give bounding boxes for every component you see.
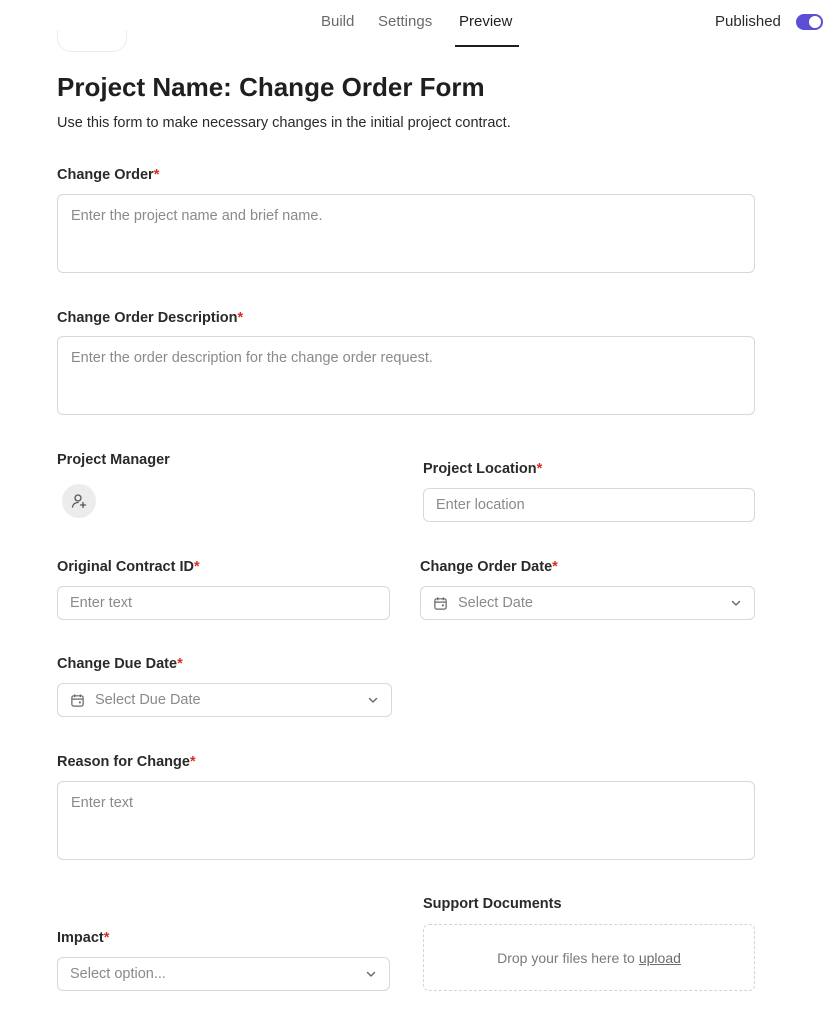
chevron-down-icon (365, 968, 377, 980)
required-mark: * (177, 656, 183, 672)
change-order-label (57, 167, 159, 183)
change-due-date-placeholder: Select Due Date (95, 692, 201, 708)
change-order-description-placeholder: Enter the order description for the change order request. (71, 350, 433, 366)
assign-project-manager-button[interactable] (62, 484, 96, 518)
change-due-date-picker[interactable] (57, 683, 392, 717)
original-contract-id-label-text: Original Contract ID (57, 559, 194, 575)
change-due-date-label-text: Change Due Date (57, 656, 178, 672)
change-order-label-text: Change Order (57, 167, 154, 183)
add-person-icon (71, 493, 87, 509)
change-order-date-picker[interactable] (420, 586, 755, 620)
tab-preview[interactable]: Preview (459, 13, 513, 30)
project-location-label (423, 461, 542, 477)
impact-placeholder: Select option... (70, 966, 166, 982)
tab-build[interactable]: Build (321, 13, 355, 30)
required-mark: * (237, 310, 244, 326)
chevron-down-icon (730, 597, 742, 609)
form-description: Use this form to make necessary changes in the initial project contract. (57, 115, 511, 131)
project-manager-label (57, 452, 170, 468)
project-location-label-text: Project Location (423, 461, 537, 477)
original-contract-id-placeholder: Enter text (70, 595, 133, 611)
calendar-icon (70, 693, 85, 708)
impact-label (57, 930, 109, 946)
tab-settings[interactable]: Settings (378, 13, 433, 30)
impact-label-text: Impact (57, 930, 104, 946)
support-documents-label (423, 896, 562, 912)
calendar-icon (433, 596, 448, 611)
reason-for-change-label-text: Reason for Change (57, 754, 190, 770)
original-contract-id-label (57, 559, 200, 575)
support-documents-label-text: Support Documents (423, 896, 562, 912)
dropzone-text: Drop your files here to (497, 949, 635, 966)
project-manager-label-text: Project Manager (57, 452, 170, 468)
change-order-description-textarea[interactable] (57, 336, 755, 415)
active-tab-indicator (455, 45, 519, 47)
project-location-placeholder: Enter location (436, 497, 525, 513)
published-toggle[interactable] (796, 14, 823, 30)
chevron-down-icon (367, 694, 379, 706)
published-label: Published (715, 13, 781, 30)
change-order-textarea[interactable] (57, 194, 755, 273)
change-order-date-label-text: Change Order Date (420, 559, 553, 575)
change-order-description-label-text: Change Order Description (57, 310, 238, 326)
form-title: Project Name: Change Order Form (57, 72, 485, 102)
upload-link[interactable]: upload (638, 949, 681, 966)
change-order-description-label (57, 310, 243, 326)
required-mark: * (536, 461, 543, 477)
change-order-date-label (420, 559, 558, 575)
change-order-date-placeholder: Select Date (458, 595, 533, 611)
file-dropzone[interactable] (423, 924, 755, 991)
header-shape (57, 30, 127, 52)
reason-for-change-placeholder: Enter text (71, 795, 134, 811)
required-mark: * (153, 167, 160, 183)
impact-select[interactable] (57, 957, 390, 991)
top-bar (0, 0, 828, 48)
original-contract-id-input[interactable] (57, 586, 390, 620)
required-mark: * (552, 559, 558, 575)
change-order-placeholder: Enter the project name and brief name. (71, 208, 323, 224)
required-mark: * (103, 930, 110, 946)
project-location-input[interactable] (423, 488, 755, 522)
reason-for-change-label (57, 754, 196, 770)
required-mark: * (193, 559, 200, 575)
toggle-knob (809, 16, 821, 28)
required-mark: * (189, 754, 196, 770)
change-due-date-label (57, 656, 183, 672)
reason-for-change-textarea[interactable] (57, 781, 755, 860)
